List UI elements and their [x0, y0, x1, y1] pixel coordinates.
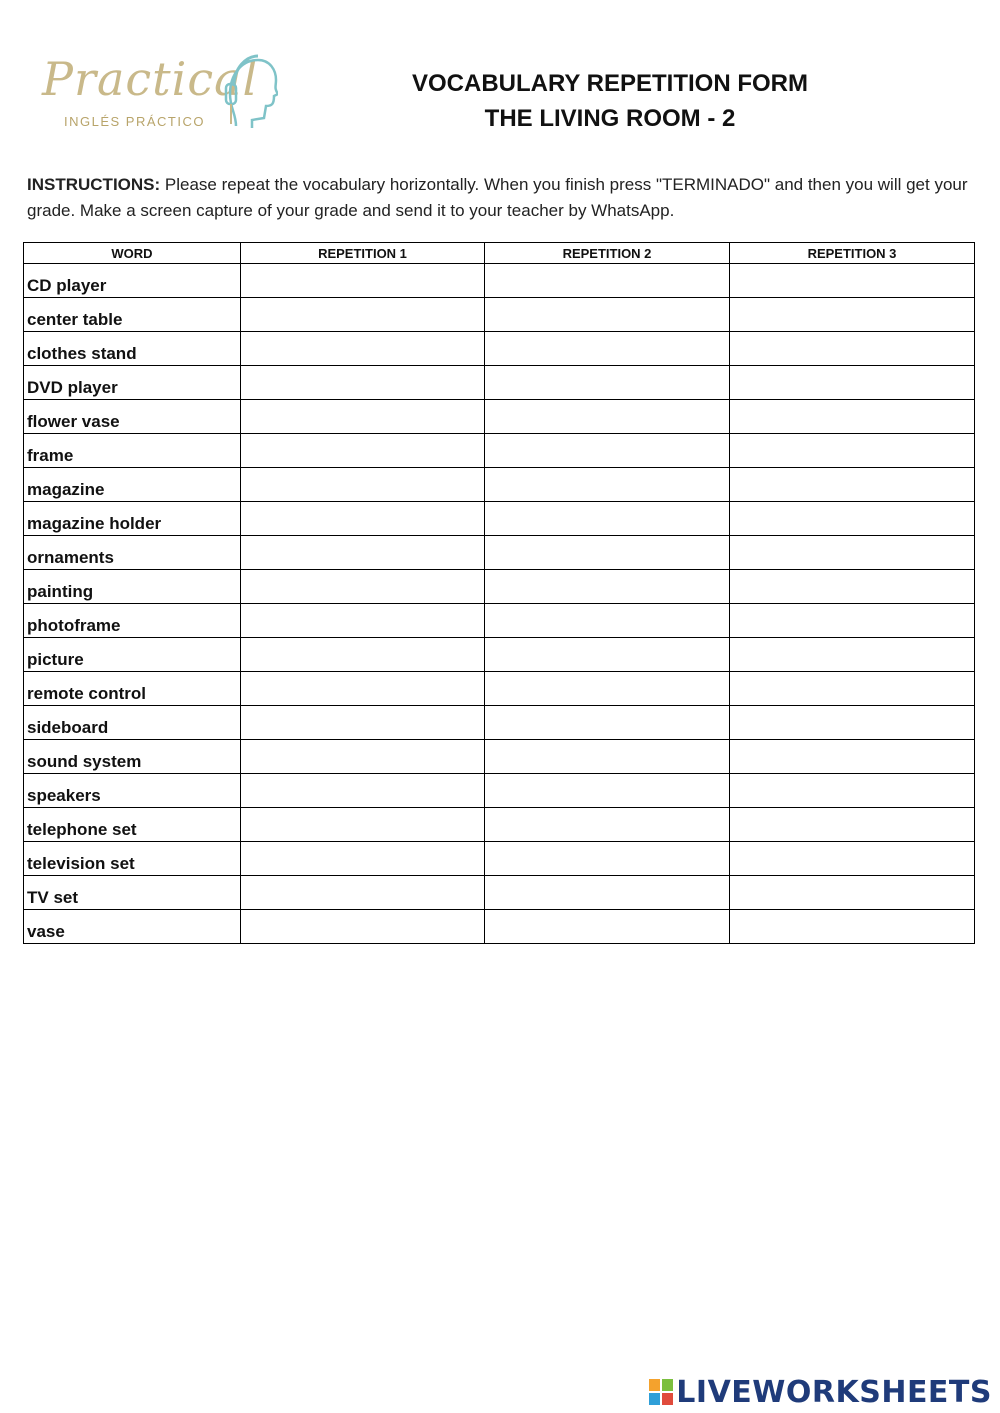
vocab-word: TV set [24, 876, 241, 910]
repetition-2-cell[interactable] [485, 570, 730, 604]
table-row [24, 502, 975, 536]
vocab-word: DVD player [24, 366, 241, 400]
vocab-word: sideboard [24, 706, 241, 740]
vocab-word: sound system [24, 740, 241, 774]
repetition-1-cell[interactable] [241, 638, 485, 672]
repetition-2-cell[interactable] [485, 400, 730, 434]
repetition-2-cell[interactable] [485, 502, 730, 536]
table-body [24, 264, 975, 944]
vocab-word: CD player [24, 264, 241, 298]
table-row [24, 264, 975, 298]
repetition-3-cell[interactable] [730, 808, 975, 842]
repetition-3-cell[interactable] [730, 468, 975, 502]
repetition-1-cell[interactable] [241, 876, 485, 910]
repetition-1-cell[interactable] [241, 842, 485, 876]
repetition-2-cell[interactable] [485, 264, 730, 298]
repetition-2-cell[interactable] [485, 876, 730, 910]
vocab-word: magazine holder [24, 502, 241, 536]
table-row [24, 434, 975, 468]
repetition-2-cell[interactable] [485, 740, 730, 774]
vocab-word: photoframe [24, 604, 241, 638]
head-headphones-icon [216, 48, 278, 132]
table-row [24, 400, 975, 434]
repetition-1-cell[interactable] [241, 434, 485, 468]
table-row [24, 706, 975, 740]
repetition-3-cell[interactable] [730, 842, 975, 876]
repetition-1-cell[interactable] [241, 400, 485, 434]
table-row [24, 570, 975, 604]
vocab-word: flower vase [24, 400, 241, 434]
repetition-1-cell[interactable] [241, 468, 485, 502]
repetition-2-cell[interactable] [485, 808, 730, 842]
vocab-word: frame [24, 434, 241, 468]
header-word: WORD [24, 243, 241, 264]
repetition-3-cell[interactable] [730, 638, 975, 672]
repetition-2-cell[interactable] [485, 672, 730, 706]
table-row [24, 876, 975, 910]
vocab-word: magazine [24, 468, 241, 502]
repetition-3-cell[interactable] [730, 570, 975, 604]
table-row [24, 332, 975, 366]
page-subtitle: THE LIVING ROOM - 2 [484, 105, 736, 132]
repetition-2-cell[interactable] [485, 298, 730, 332]
repetition-2-cell[interactable] [485, 366, 730, 400]
repetition-2-cell[interactable] [485, 536, 730, 570]
repetition-1-cell[interactable] [241, 740, 485, 774]
repetition-1-cell[interactable] [241, 910, 485, 944]
vocab-word: ornaments [24, 536, 241, 570]
repetition-3-cell[interactable] [730, 298, 975, 332]
repetition-2-cell[interactable] [485, 332, 730, 366]
table-row [24, 910, 975, 944]
repetition-3-cell[interactable] [730, 672, 975, 706]
vocab-word: picture [24, 638, 241, 672]
table-row [24, 468, 975, 502]
repetition-1-cell[interactable] [241, 672, 485, 706]
vocab-word: remote control [24, 672, 241, 706]
repetition-1-cell[interactable] [241, 706, 485, 740]
repetition-3-cell[interactable] [730, 434, 975, 468]
repetition-3-cell[interactable] [730, 332, 975, 366]
repetition-1-cell[interactable] [241, 570, 485, 604]
table-header-row [24, 243, 975, 264]
page-title: VOCABULARY REPETITION FORM [411, 70, 808, 97]
repetition-1-cell[interactable] [241, 502, 485, 536]
header-repetition-1: REPETITION 1 [241, 243, 485, 264]
vocab-word: telephone set [24, 808, 241, 842]
vocab-word: vase [24, 910, 241, 944]
liveworksheets-wordmark: LIVEWORKSHEETS [676, 1374, 992, 1410]
table-row [24, 672, 975, 706]
vocab-word: painting [24, 570, 241, 604]
repetition-3-cell[interactable] [730, 910, 975, 944]
repetition-1-cell[interactable] [241, 298, 485, 332]
vocab-word: television set [24, 842, 241, 876]
repetition-2-cell[interactable] [485, 638, 730, 672]
repetition-2-cell[interactable] [485, 434, 730, 468]
vocab-word: speakers [24, 774, 241, 808]
liveworksheets-brand [649, 1374, 992, 1410]
repetition-3-cell[interactable] [730, 604, 975, 638]
repetition-2-cell[interactable] [485, 706, 730, 740]
repetition-2-cell[interactable] [485, 842, 730, 876]
header-repetition-2: REPETITION 2 [485, 243, 730, 264]
repetition-3-cell[interactable] [730, 264, 975, 298]
logo-script-text: Practical [42, 52, 259, 106]
repetition-3-cell[interactable] [730, 706, 975, 740]
table-row [24, 638, 975, 672]
repetition-3-cell[interactable] [730, 740, 975, 774]
header-repetition-3: REPETITION 3 [730, 243, 975, 264]
vocabulary-table [23, 242, 975, 944]
instructions [27, 172, 977, 224]
table-row [24, 808, 975, 842]
vocab-word: center table [24, 298, 241, 332]
repetition-2-cell[interactable] [485, 910, 730, 944]
table-row [24, 604, 975, 638]
instructions-text: Please repeat the vocabulary horizontally. When you finish press "TERMINADO" and then you will get your grade. Make a screen capture of your grade and send it to your teacher by WhatsApp. [27, 175, 968, 220]
repetition-1-cell[interactable] [241, 366, 485, 400]
table-row [24, 536, 975, 570]
table-row [24, 298, 975, 332]
repetition-3-cell[interactable] [730, 502, 975, 536]
table-row [24, 842, 975, 876]
table-row [24, 774, 975, 808]
repetition-1-cell[interactable] [241, 332, 485, 366]
table-row [24, 366, 975, 400]
repetition-1-cell[interactable] [241, 604, 485, 638]
liveworksheets-logo-icon [649, 1379, 673, 1405]
repetition-1-cell[interactable] [241, 774, 485, 808]
repetition-2-cell[interactable] [485, 774, 730, 808]
repetition-3-cell[interactable] [730, 400, 975, 434]
repetition-3-cell[interactable] [730, 366, 975, 400]
repetition-1-cell[interactable] [241, 808, 485, 842]
logo-subtitle: INGLÉS PRÁCTICO [64, 114, 205, 129]
repetition-2-cell[interactable] [485, 468, 730, 502]
practical-logo [38, 48, 278, 138]
repetition-3-cell[interactable] [730, 774, 975, 808]
repetition-3-cell[interactable] [730, 536, 975, 570]
table-row [24, 740, 975, 774]
instructions-label: INSTRUCTIONS: [27, 175, 161, 194]
repetition-1-cell[interactable] [241, 264, 485, 298]
repetition-1-cell[interactable] [241, 536, 485, 570]
repetition-3-cell[interactable] [730, 876, 975, 910]
vocab-word: clothes stand [24, 332, 241, 366]
repetition-2-cell[interactable] [485, 604, 730, 638]
